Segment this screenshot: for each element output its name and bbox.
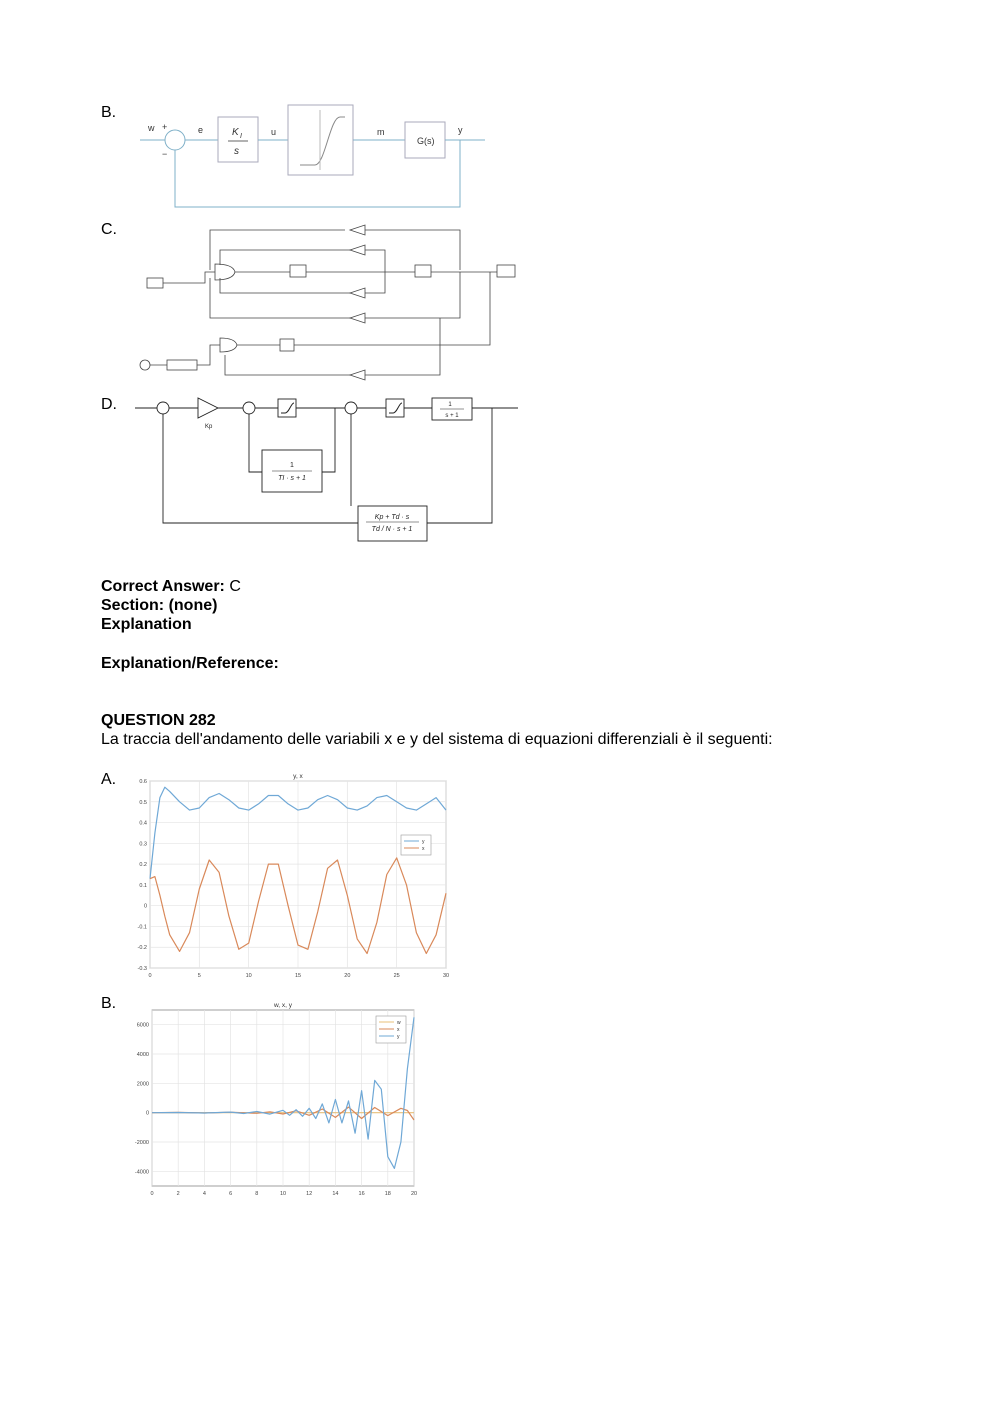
section	[101, 596, 217, 615]
y-tick-label: -0.3	[137, 966, 147, 972]
label-ki: K	[232, 127, 239, 138]
y-tick-label: -0.2	[137, 945, 147, 952]
x-tick-label: 8	[255, 1191, 259, 1197]
label-e: e	[198, 125, 204, 135]
x-tick-label: 14	[332, 1191, 339, 1197]
x-tick-label: 0	[148, 973, 152, 979]
correct-answer	[101, 577, 241, 596]
explanation-reference-heading: Explanation/Reference:	[101, 655, 279, 672]
legend-label-y: y	[422, 839, 425, 845]
x-tick-label: 2	[176, 1191, 180, 1197]
chart-title: y, x	[293, 773, 303, 780]
label-y: y	[458, 125, 463, 135]
x-tick-label: 20	[410, 1191, 418, 1197]
y-tick-label: 0.6	[139, 779, 147, 785]
x-tick-label: 30	[442, 973, 450, 979]
x-tick-label: 10	[245, 973, 252, 979]
y-tick-label: 0	[143, 903, 147, 910]
plant-den: s + 1	[445, 413, 459, 419]
x-tick-label: 10	[279, 1191, 287, 1197]
y-tick-label: 0.5	[139, 799, 147, 806]
diagram-option-d	[130, 392, 525, 544]
kp-label: Kp	[205, 424, 213, 430]
correct-answer-value: C	[229, 578, 241, 595]
y-tick-label: 0	[145, 1110, 149, 1117]
diagram-option-c	[135, 220, 525, 385]
x-tick-label: 15	[294, 973, 302, 979]
x-tick-label: 18	[384, 1191, 391, 1197]
label-w: w	[148, 123, 155, 133]
y-tick-label: 6000	[136, 1022, 149, 1029]
legend-label-y: y	[397, 1034, 400, 1040]
chart-title: w, x, y	[273, 1002, 293, 1009]
label-u: u	[271, 127, 277, 137]
legend	[376, 1016, 406, 1043]
x-tick-label: 0	[150, 1191, 154, 1197]
section-value: (none)	[168, 597, 218, 614]
x-tick-label: 25	[393, 973, 400, 979]
chart-option-a	[128, 768, 463, 983]
explanation-heading: Explanation	[101, 616, 192, 633]
legend-label-x: x	[422, 846, 425, 852]
x-tick-label: 16	[358, 1191, 365, 1197]
legend-label-x: x	[397, 1027, 400, 1033]
x-tick-label: 12	[306, 1191, 313, 1197]
y-tick-label: -0.1	[137, 924, 147, 931]
diagram-option-b	[130, 95, 510, 215]
legend-box	[401, 835, 431, 855]
option-a-letter: A.	[101, 771, 117, 788]
y-tick-label: 0.4	[139, 820, 147, 827]
question-title: QUESTION 282	[101, 712, 216, 729]
legend	[401, 835, 431, 855]
deriv-num: Kp + Td · s	[374, 514, 410, 521]
option-c-letter: C.	[101, 221, 117, 238]
y-tick-label: 0.2	[139, 862, 147, 869]
option-b-letter: B.	[101, 104, 117, 121]
label-plus: +	[162, 122, 168, 132]
plant-num: 1	[448, 402, 452, 408]
deriv-den: Td / N · s + 1	[371, 526, 413, 533]
y-tick-label: -2000	[134, 1140, 149, 1146]
x-tick-label: 20	[344, 973, 351, 979]
chart-option-b	[128, 998, 423, 1198]
label-ki-sub: I	[240, 133, 242, 140]
y-tick-label: -4000	[134, 1169, 149, 1176]
y-tick-label: 0.3	[139, 841, 147, 848]
y-tick-label: 2000	[136, 1081, 149, 1088]
label-g: G(s)	[417, 136, 435, 146]
label-m: m	[377, 127, 385, 137]
section-label: Section:	[101, 597, 165, 614]
y-tick-label: 4000	[136, 1052, 149, 1058]
option-d-letter: D.	[101, 396, 117, 413]
x-tick-label: 5	[197, 973, 201, 979]
fb-tf-den: TI · s + 1	[278, 475, 306, 482]
label-s: s	[234, 146, 239, 157]
question-text: La traccia dell'andamento delle variabili x e y del sistema di equazioni differenziali è il seguenti:	[101, 731, 773, 748]
fb-tf-num: 1	[290, 462, 294, 469]
option-b-chart-letter: B.	[101, 995, 117, 1012]
label-minus: −	[162, 149, 168, 159]
legend-label-w: w	[397, 1020, 401, 1026]
correct-answer-label: Correct Answer:	[101, 578, 225, 595]
x-tick-label: 6	[229, 1191, 233, 1197]
x-tick-label: 4	[202, 1191, 206, 1197]
y-tick-label: 0.1	[139, 882, 147, 889]
